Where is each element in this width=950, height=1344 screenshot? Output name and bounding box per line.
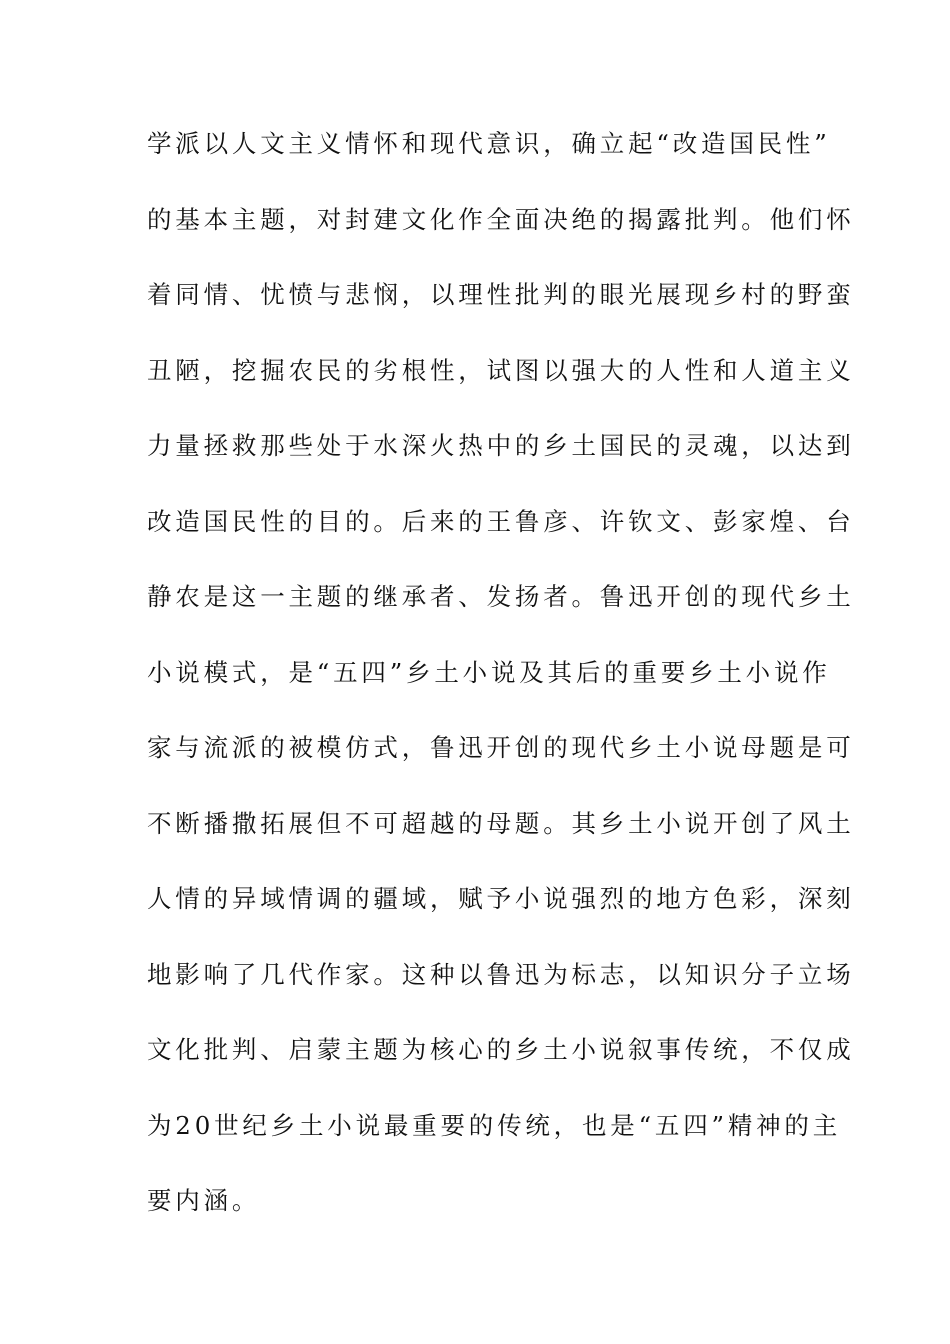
text-line-9: 家与流派的被模仿式，鲁迅开创的现代乡土小说母题是可 [147,733,855,762]
text-line-13: 文化批判、启蒙主题为核心的乡土小说叙事传统，不仅成 [147,1035,855,1064]
body-paragraph [147,122,855,1255]
text-line-6: 改造国民性的目的。后来的王鲁彦、许钦文、彭家煌、台 [147,506,855,536]
text-line-11: 人情的异域情调的疆域，赋予小说强烈的地方色彩，深刻 [147,884,855,913]
text-line-8: 小说模式，是“五四”乡土小说及其后的重要乡土小说作 [147,657,831,687]
text-line-3: 着同情、忧愤与悲悯，以理性批判的眼光展现乡村的野蛮 [147,280,855,309]
text-line-4: 丑陋，挖掘农民的劣根性，试图以强大的人性和人道主义 [147,355,855,385]
text-line-5: 力量拯救那些处于水深火热中的乡土国民的灵魂，以达到 [147,431,855,460]
text-line-1: 学派以人文主义情怀和现代意识，确立起“改造国民性” [147,129,831,158]
text-line-14: 为20世纪乡土小说最重要的传统，也是“五四”精神的主 [147,1110,842,1140]
text-line-7: 静农是这一主题的继承者、发扬者。鲁迅开创的现代乡土 [147,582,855,611]
text-line-10: 不断播撒拓展但不可超越的母题。其乡土小说开创了风土 [147,808,855,838]
text-line-12: 地影响了几代作家。这种以鲁迅为标志，以知识分子立场 [147,959,855,989]
text-line-2: 的基本主题，对封建文化作全面决绝的揭露批判。他们怀 [147,204,855,234]
text-line-15: 要内涵。 [147,1186,261,1215]
